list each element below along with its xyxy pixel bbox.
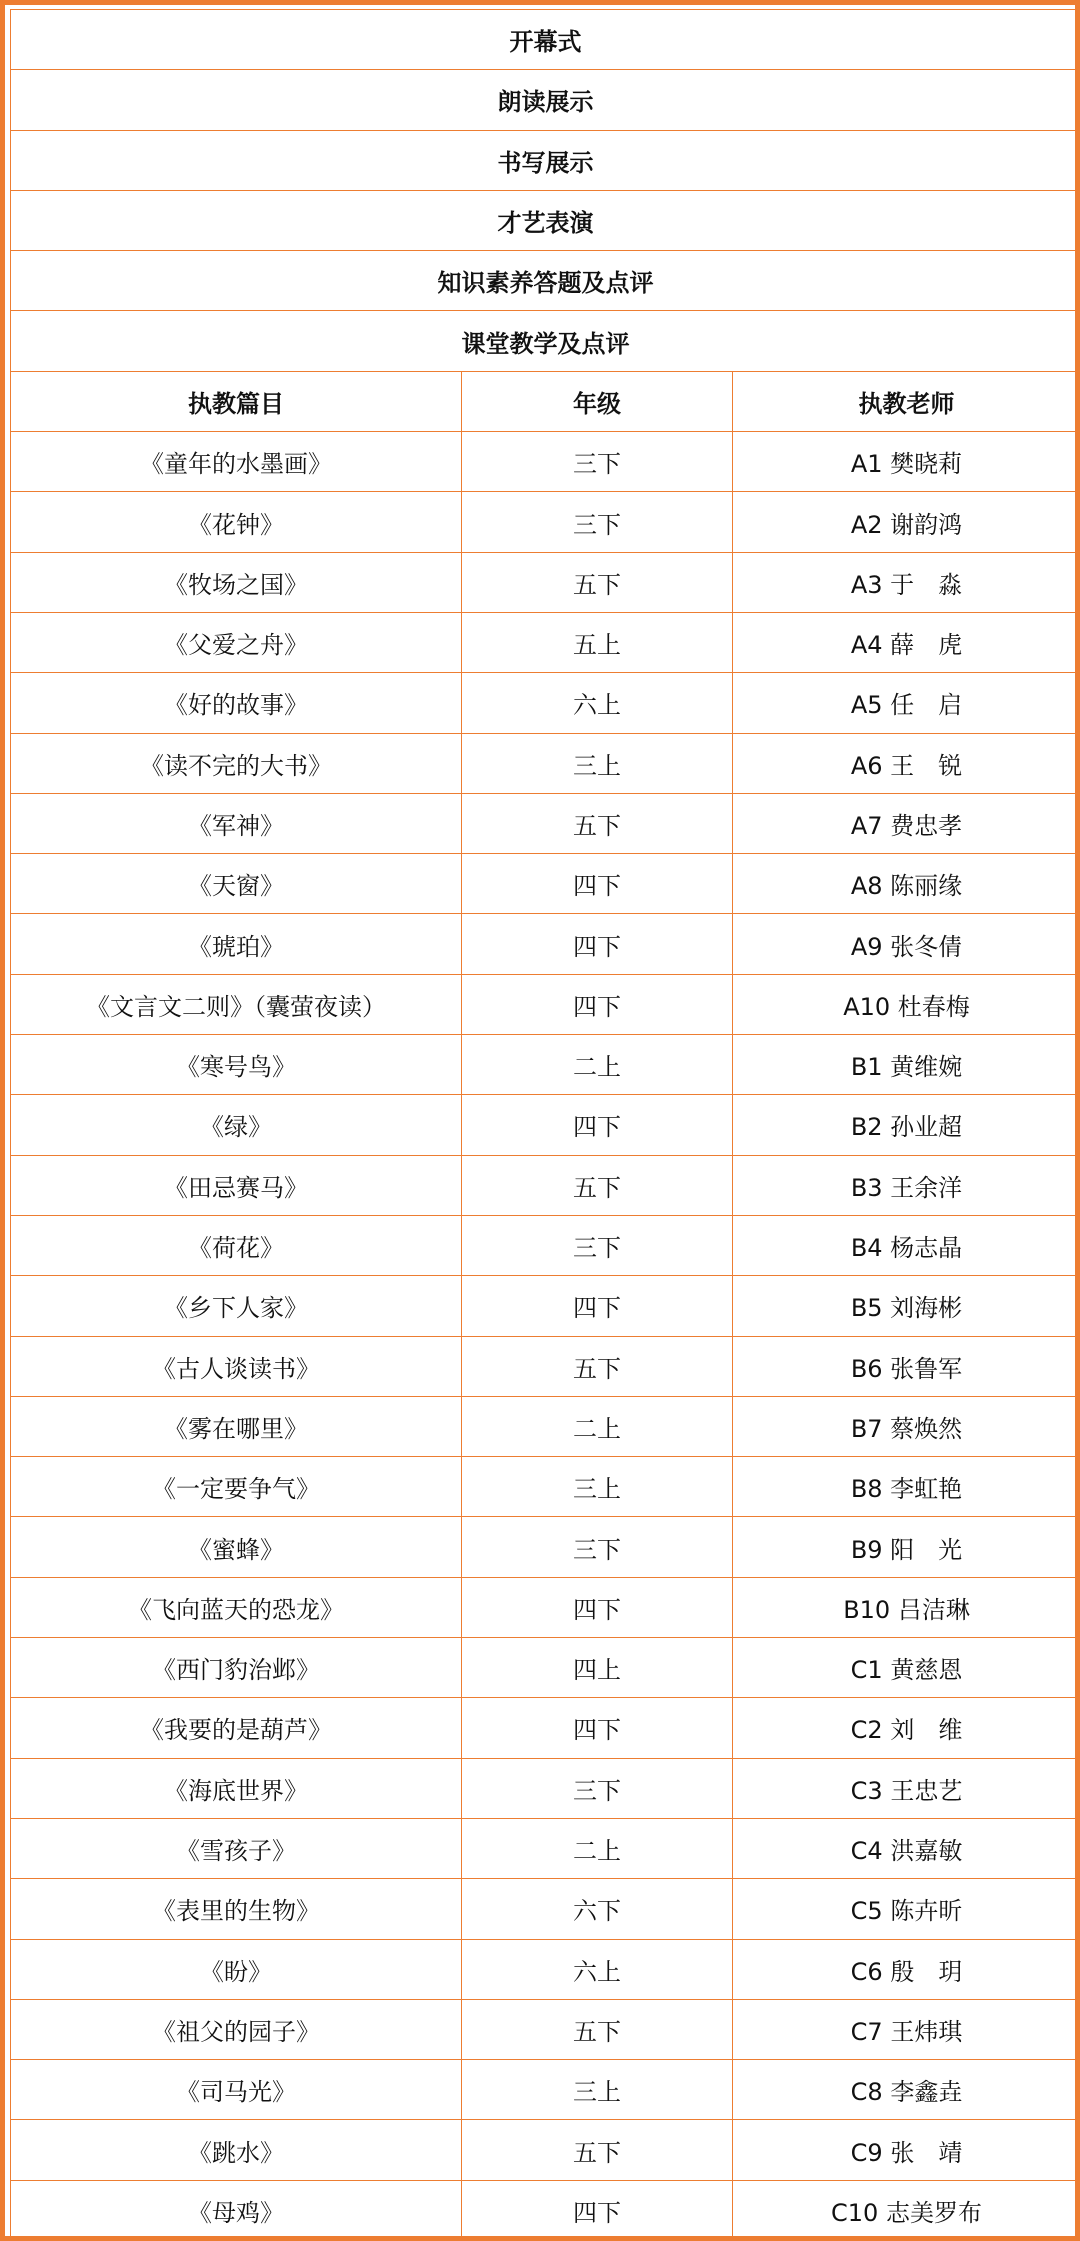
- cell-lesson: 《雾在哪里》: [11, 1396, 462, 1456]
- cell-teacher: A8 陈丽缘: [733, 854, 1080, 914]
- cell-teacher: A5 任 启: [733, 673, 1080, 733]
- cell-grade: 五上: [462, 612, 733, 672]
- table-row: [11, 1215, 1080, 1275]
- table-row: [11, 1457, 1080, 1517]
- section-row-quiz: [11, 251, 1080, 311]
- cell-lesson: 《西门豹治邺》: [11, 1638, 462, 1698]
- cell-lesson: 《司马光》: [11, 2060, 462, 2120]
- section-title: 知识素养答题及点评: [11, 251, 1080, 311]
- cell-teacher: C4 洪嘉敏: [733, 1818, 1080, 1878]
- cell-lesson: 《文言文二则》（囊萤夜读）: [11, 974, 462, 1034]
- cell-grade: 三下: [462, 1758, 733, 1818]
- table-row: [11, 793, 1080, 853]
- cell-lesson: 《好的故事》: [11, 673, 462, 733]
- cell-grade: 五下: [462, 1999, 733, 2059]
- cell-grade: 四下: [462, 1095, 733, 1155]
- table-row: [11, 492, 1080, 552]
- cell-lesson: 《一定要争气》: [11, 1457, 462, 1517]
- cell-grade: 二上: [462, 1035, 733, 1095]
- cell-grade: 六上: [462, 1939, 733, 1999]
- cell-lesson: 《祖父的园子》: [11, 1999, 462, 2059]
- cell-lesson: 《飞向蓝天的恐龙》: [11, 1577, 462, 1637]
- table-row: [11, 1577, 1080, 1637]
- cell-grade: 三下: [462, 1215, 733, 1275]
- cell-teacher: B3 王余洋: [733, 1155, 1080, 1215]
- section-row-opening: [11, 10, 1080, 70]
- cell-lesson: 《寒号鸟》: [11, 1035, 462, 1095]
- cell-grade: 二上: [462, 1396, 733, 1456]
- cell-grade: 三下: [462, 432, 733, 492]
- cell-lesson: 《牧场之国》: [11, 552, 462, 612]
- cell-grade: 五下: [462, 2120, 733, 2180]
- cell-teacher: C5 陈卉昕: [733, 1879, 1080, 1939]
- cell-lesson: 《军神》: [11, 793, 462, 853]
- cell-teacher: B7 蔡焕然: [733, 1396, 1080, 1456]
- cell-lesson: 《父爱之舟》: [11, 612, 462, 672]
- cell-teacher: C8 李鑫垚: [733, 2060, 1080, 2120]
- cell-teacher: A10 杜春梅: [733, 974, 1080, 1034]
- cell-teacher: B6 张鲁军: [733, 1336, 1080, 1396]
- table-row: [11, 1818, 1080, 1878]
- cell-grade: 四下: [462, 854, 733, 914]
- table-row: [11, 2060, 1080, 2120]
- cell-grade: 五下: [462, 1336, 733, 1396]
- cell-lesson: 《读不完的大书》: [11, 733, 462, 793]
- section-title: 开幕式: [11, 10, 1080, 70]
- table-row: [11, 1095, 1080, 1155]
- cell-teacher: A1 樊晓莉: [733, 432, 1080, 492]
- section-title: 书写展示: [11, 130, 1080, 190]
- table-row: [11, 1396, 1080, 1456]
- schedule-table-body: [11, 10, 1080, 2241]
- cell-lesson: 《童年的水墨画》: [11, 432, 462, 492]
- table-row: [11, 673, 1080, 733]
- cell-teacher: B9 阳 光: [733, 1517, 1080, 1577]
- cell-teacher: B10 吕洁琳: [733, 1577, 1080, 1637]
- cell-lesson: 《古人谈读书》: [11, 1336, 462, 1396]
- cell-lesson: 《田忌赛马》: [11, 1155, 462, 1215]
- cell-grade: 四下: [462, 2180, 733, 2240]
- section-row-writing: [11, 130, 1080, 190]
- cell-grade: 四下: [462, 914, 733, 974]
- table-row: [11, 1879, 1080, 1939]
- section-row-reading: [11, 70, 1080, 130]
- cell-grade: 四下: [462, 974, 733, 1034]
- cell-grade: 五下: [462, 1155, 733, 1215]
- section-title: 课堂教学及点评: [11, 311, 1080, 371]
- section-row-teaching: [11, 311, 1080, 371]
- cell-lesson: 《花钟》: [11, 492, 462, 552]
- cell-teacher: C6 殷 玥: [733, 1939, 1080, 1999]
- cell-teacher: C2 刘 维: [733, 1698, 1080, 1758]
- cell-teacher: C1 黄慈恩: [733, 1638, 1080, 1698]
- cell-teacher: B5 刘海彬: [733, 1276, 1080, 1336]
- section-title: 朗读展示: [11, 70, 1080, 130]
- table-row: [11, 612, 1080, 672]
- cell-lesson: 《绿》: [11, 1095, 462, 1155]
- table-row: [11, 552, 1080, 612]
- cell-grade: 三上: [462, 1457, 733, 1517]
- table-row: [11, 1698, 1080, 1758]
- cell-teacher: C7 王炜琪: [733, 1999, 1080, 2059]
- cell-grade: 六下: [462, 1879, 733, 1939]
- cell-teacher: C9 张 靖: [733, 2120, 1080, 2180]
- cell-lesson: 《琥珀》: [11, 914, 462, 974]
- table-row: [11, 854, 1080, 914]
- cell-grade: 四下: [462, 1698, 733, 1758]
- table-row: [11, 2120, 1080, 2180]
- table-row: [11, 1336, 1080, 1396]
- cell-teacher: C10 志美罗布: [733, 2180, 1080, 2240]
- cell-grade: 五下: [462, 793, 733, 853]
- cell-grade: 三下: [462, 492, 733, 552]
- table-header-row: [11, 371, 1080, 431]
- header-teacher: 执教老师: [733, 371, 1080, 431]
- cell-grade: 四上: [462, 1638, 733, 1698]
- cell-grade: 三下: [462, 1517, 733, 1577]
- cell-lesson: 《盼》: [11, 1939, 462, 1999]
- table-row: [11, 1155, 1080, 1215]
- cell-grade: 六上: [462, 673, 733, 733]
- cell-lesson: 《天窗》: [11, 854, 462, 914]
- table-row: [11, 1035, 1080, 1095]
- cell-lesson: 《蜜蜂》: [11, 1517, 462, 1577]
- schedule-table: [10, 9, 1080, 2241]
- table-row: [11, 1939, 1080, 1999]
- cell-teacher: C3 王忠艺: [733, 1758, 1080, 1818]
- table-row: [11, 914, 1080, 974]
- table-row: [11, 733, 1080, 793]
- cell-grade: 三上: [462, 2060, 733, 2120]
- cell-teacher: A9 张冬倩: [733, 914, 1080, 974]
- header-lesson: 执教篇目: [11, 371, 462, 431]
- cell-lesson: 《乡下人家》: [11, 1276, 462, 1336]
- cell-grade: 二上: [462, 1818, 733, 1878]
- table-row: [11, 974, 1080, 1034]
- cell-lesson: 《跳水》: [11, 2120, 462, 2180]
- table-row: [11, 1276, 1080, 1336]
- cell-teacher: A7 费忠孝: [733, 793, 1080, 853]
- table-row: [11, 1638, 1080, 1698]
- cell-teacher: A4 薛 虎: [733, 612, 1080, 672]
- cell-teacher: A2 谢韵鸿: [733, 492, 1080, 552]
- cell-lesson: 《我要的是葫芦》: [11, 1698, 462, 1758]
- cell-teacher: B4 杨志晶: [733, 1215, 1080, 1275]
- cell-grade: 四下: [462, 1577, 733, 1637]
- cell-lesson: 《雪孩子》: [11, 1818, 462, 1878]
- cell-lesson: 《荷花》: [11, 1215, 462, 1275]
- table-row: [11, 1517, 1080, 1577]
- cell-teacher: B2 孙业超: [733, 1095, 1080, 1155]
- header-grade: 年级: [462, 371, 733, 431]
- cell-grade: 五下: [462, 552, 733, 612]
- cell-lesson: 《母鸡》: [11, 2180, 462, 2240]
- cell-teacher: A3 于 淼: [733, 552, 1080, 612]
- cell-teacher: B8 李虹艳: [733, 1457, 1080, 1517]
- section-title: 才艺表演: [11, 190, 1080, 250]
- cell-lesson: 《表里的生物》: [11, 1879, 462, 1939]
- section-row-talent: [11, 190, 1080, 250]
- cell-grade: 三上: [462, 733, 733, 793]
- cell-lesson: 《海底世界》: [11, 1758, 462, 1818]
- cell-grade: 四下: [462, 1276, 733, 1336]
- table-row: [11, 2180, 1080, 2240]
- cell-teacher: A6 王 锐: [733, 733, 1080, 793]
- table-row: [11, 1758, 1080, 1818]
- table-row: [11, 432, 1080, 492]
- cell-teacher: B1 黄维婉: [733, 1035, 1080, 1095]
- table-row: [11, 1999, 1080, 2059]
